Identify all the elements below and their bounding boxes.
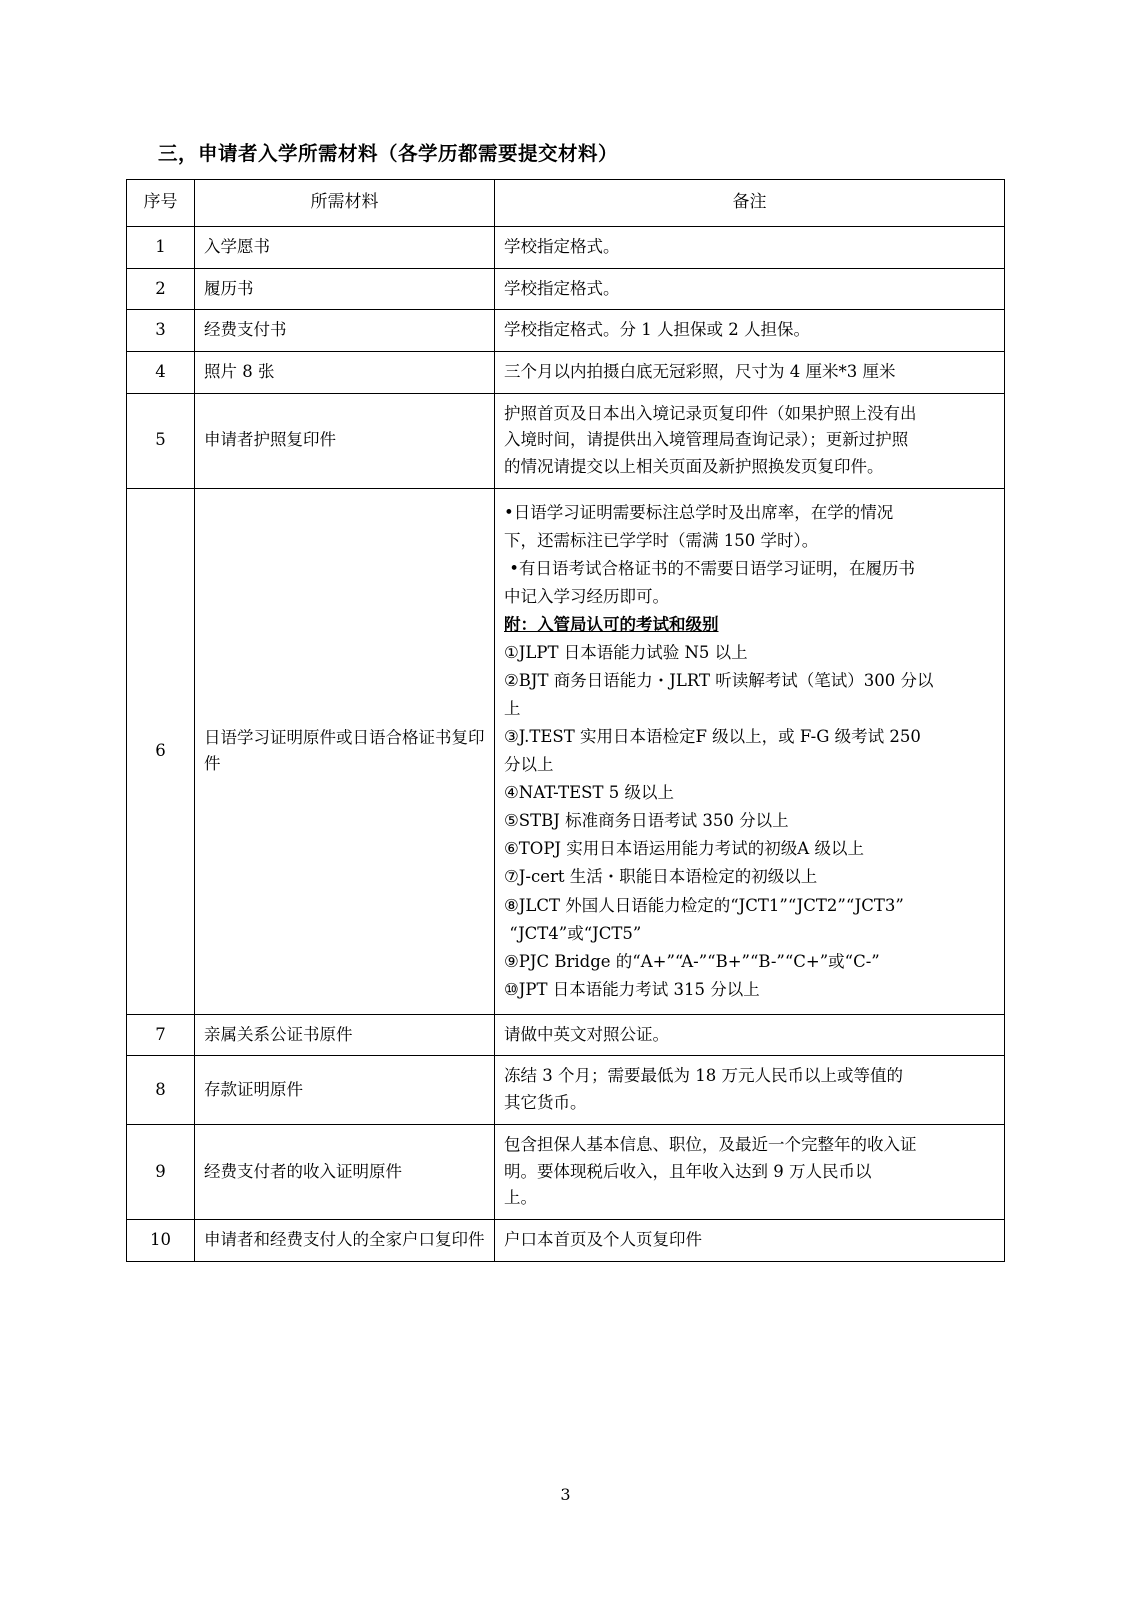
- material-name-cell: 亲属关系公证书原件: [195, 1014, 495, 1056]
- note-line: ④NAT-TEST 5 级以上: [504, 783, 674, 803]
- material-name-cell: 日语学习证明原件或日语合格证书复印件: [195, 488, 495, 1014]
- note-line: 包含担保人基本信息、职位，及最近一个完整年的收入证: [504, 1134, 917, 1154]
- material-name-cell: 经费支付者的收入证明原件: [195, 1124, 495, 1219]
- note-line: 冻结 3 个月；需要最低为 18 万元人民币以上或等值的: [504, 1066, 903, 1086]
- material-note-cell: [495, 226, 1005, 268]
- material-note-cell: [495, 1124, 1005, 1219]
- material-name-cell: 经费支付书: [195, 310, 495, 352]
- note-line: ③J.TEST 实用日本语检定F 级以上，或 F-G 级考试 250: [504, 727, 921, 747]
- row-index-cell: 3: [127, 310, 195, 352]
- note-line: 学校指定格式。: [504, 236, 620, 256]
- material-name-cell: 照片 8 张: [195, 351, 495, 393]
- row-index-cell: 2: [127, 268, 195, 310]
- note-line: 附：入管局认可的考试和级别: [504, 615, 719, 635]
- table-row: [127, 1014, 1005, 1056]
- note-line: 下，还需标注已学学时（需满 150 学时）。: [504, 530, 819, 550]
- required-materials-table: [126, 179, 1005, 1261]
- note-line: “JCT4”或“JCT5”: [504, 923, 642, 943]
- material-note-cell: [495, 1014, 1005, 1056]
- material-note-cell: [495, 310, 1005, 352]
- note-line: 三个月以内拍摄白底无冠彩照，尺寸为 4 厘米*3 厘米: [504, 361, 896, 381]
- page-title: 三，申请者入学所需材料（各学历都需要提交材料）: [158, 142, 619, 165]
- row-index-cell: 4: [127, 351, 195, 393]
- material-name-cell: 入学愿书: [195, 226, 495, 268]
- table-body: [127, 226, 1005, 1261]
- material-name-cell: 存款证明原件: [195, 1056, 495, 1124]
- table-row: [127, 393, 1005, 488]
- note-line: 请做中英文对照公证。: [504, 1024, 669, 1044]
- material-note-cell: [495, 268, 1005, 310]
- note-line: 的情况请提交以上相关页面及新护照换发页复印件。: [504, 457, 884, 477]
- table-row: [127, 351, 1005, 393]
- note-line: ⑨PJC Bridge 的“A+”“A-”“B+”“B-”“C+”或“C-”: [504, 951, 880, 971]
- table-header-row: [127, 180, 1005, 227]
- table-row: [127, 1056, 1005, 1124]
- column-header-note: 备注: [495, 180, 1005, 227]
- material-note-cell: [495, 1056, 1005, 1124]
- note-line: 上。: [504, 1188, 537, 1208]
- column-header-no: 序号: [127, 180, 195, 227]
- note-line: ⑦J-cert 生活・职能日本语检定的初级以上: [504, 867, 818, 887]
- material-name-cell: 履历书: [195, 268, 495, 310]
- material-note-cell: [495, 351, 1005, 393]
- note-line: 其它货币。: [504, 1093, 587, 1113]
- row-index-cell: 1: [127, 226, 195, 268]
- note-line: ②BJT 商务日语能力・JLRT 听读解考试（笔试）300 分以: [504, 671, 934, 691]
- note-line: 明。要体现税后收入，且年收入达到 9 万人民币以: [504, 1161, 872, 1181]
- row-index-cell: 9: [127, 1124, 195, 1219]
- table-row: [127, 268, 1005, 310]
- note-line: ⑩JPT 日本语能力考试 315 分以上: [504, 979, 760, 999]
- row-index-cell: 6: [127, 488, 195, 1014]
- material-name-cell: 申请者和经费支付人的全家户口复印件: [195, 1220, 495, 1262]
- note-line: 入境时间，请提供出入境管理局查询记录）；更新过护照: [504, 430, 909, 450]
- row-index-cell: 7: [127, 1014, 195, 1056]
- material-note-cell: [495, 1220, 1005, 1262]
- note-line: ⑥TOPJ 实用日本语运用能力考试的初级A 级以上: [504, 839, 864, 859]
- note-line: 中记入学习经历即可。: [504, 587, 669, 606]
- note-line: 分以上: [504, 755, 554, 775]
- note-line: 户口本首页及个人页复印件: [504, 1230, 702, 1250]
- note-line: •有日语考试合格证书的不需要日语学习证明，在履历书: [504, 558, 915, 578]
- material-name-cell: 申请者护照复印件: [195, 393, 495, 488]
- table-row: [127, 1220, 1005, 1262]
- note-line: •日语学习证明需要标注总学时及出席率，在学的情况: [504, 502, 894, 522]
- note-line: ①JLPT 日本语能力试验 N5 以上: [504, 643, 748, 663]
- note-line: ⑤STBJ 标准商务日语考试 350 分以上: [504, 811, 789, 831]
- table-row: [127, 1124, 1005, 1219]
- row-index-cell: 8: [127, 1056, 195, 1124]
- row-index-cell: 5: [127, 393, 195, 488]
- material-note-cell: [495, 488, 1005, 1014]
- note-line: 上: [504, 699, 521, 719]
- page-number: 3: [560, 1485, 571, 1504]
- note-line: 护照首页及日本出入境记录页复印件（如果护照上没有出: [504, 403, 917, 423]
- note-line: 学校指定格式。: [504, 278, 620, 298]
- table-row: [127, 310, 1005, 352]
- material-note-cell: [495, 393, 1005, 488]
- note-line: ⑧JLCT 外国人日语能力检定的“JCT1”“JCT2”“JCT3”: [504, 895, 904, 915]
- note-line: 学校指定格式。分 1 人担保或 2 人担保。: [504, 320, 810, 340]
- table-row: [127, 226, 1005, 268]
- row-index-cell: 10: [127, 1220, 195, 1262]
- column-header-material: 所需材料: [195, 180, 495, 227]
- table-row: [127, 488, 1005, 1014]
